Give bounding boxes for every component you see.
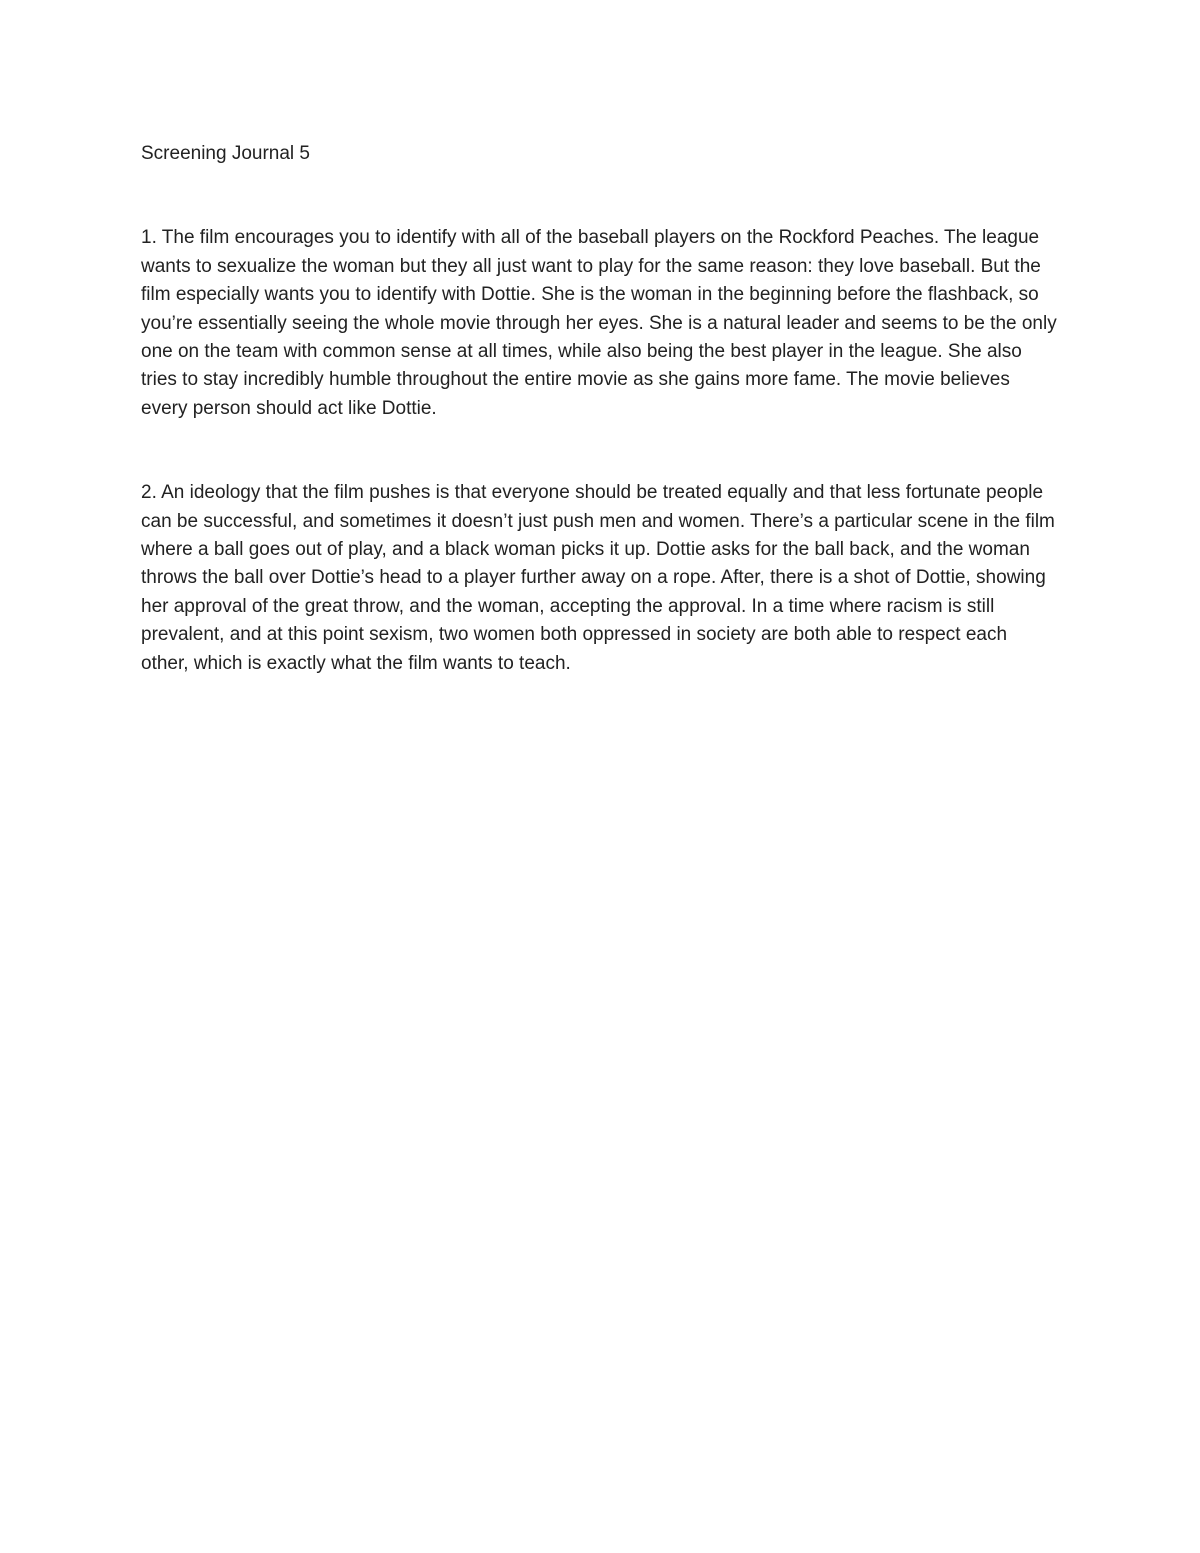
document-body [141,140,1059,678]
document-title: Screening Journal 5 [141,143,310,164]
paragraph-1: 1. The film encourages you to identify with all of the baseball players on the Rockford Peaches. The league wants to sexualize the woman but they all just want to play for the same reason: they love baseball. But the film especially wants you to identify with Dottie. She is the woman in the beginning before the flashback, so you’re essentially seeing the whole movie through her eyes. She is a natural leader and seems to be the only one on the team with common sense at all times, while also being the best player in the league. She also tries to stay incredibly humble throughout the entire movie as she gains more fame. The movie believes every person should act like Dottie. [141,227,1057,419]
paragraph-2: 2. An ideology that the film pushes is that everyone should be treated equally and that less fortunate people can be successful, and sometimes it doesn’t just push men and women. There’s a particular scene in the film where a ball goes out of play, and a black woman picks it up. Dottie asks for the ball back, and the woman throws the ball over Dottie’s head to a player further away on a rope. After, there is a shot of Dottie, showing her approval of the great throw, and the woman, accepting the approval. In a time where racism is still prevalent, and at this point sexism, two women both oppressed in society are both able to respect each other, which is exactly what the film wants to teach. [141,482,1055,674]
